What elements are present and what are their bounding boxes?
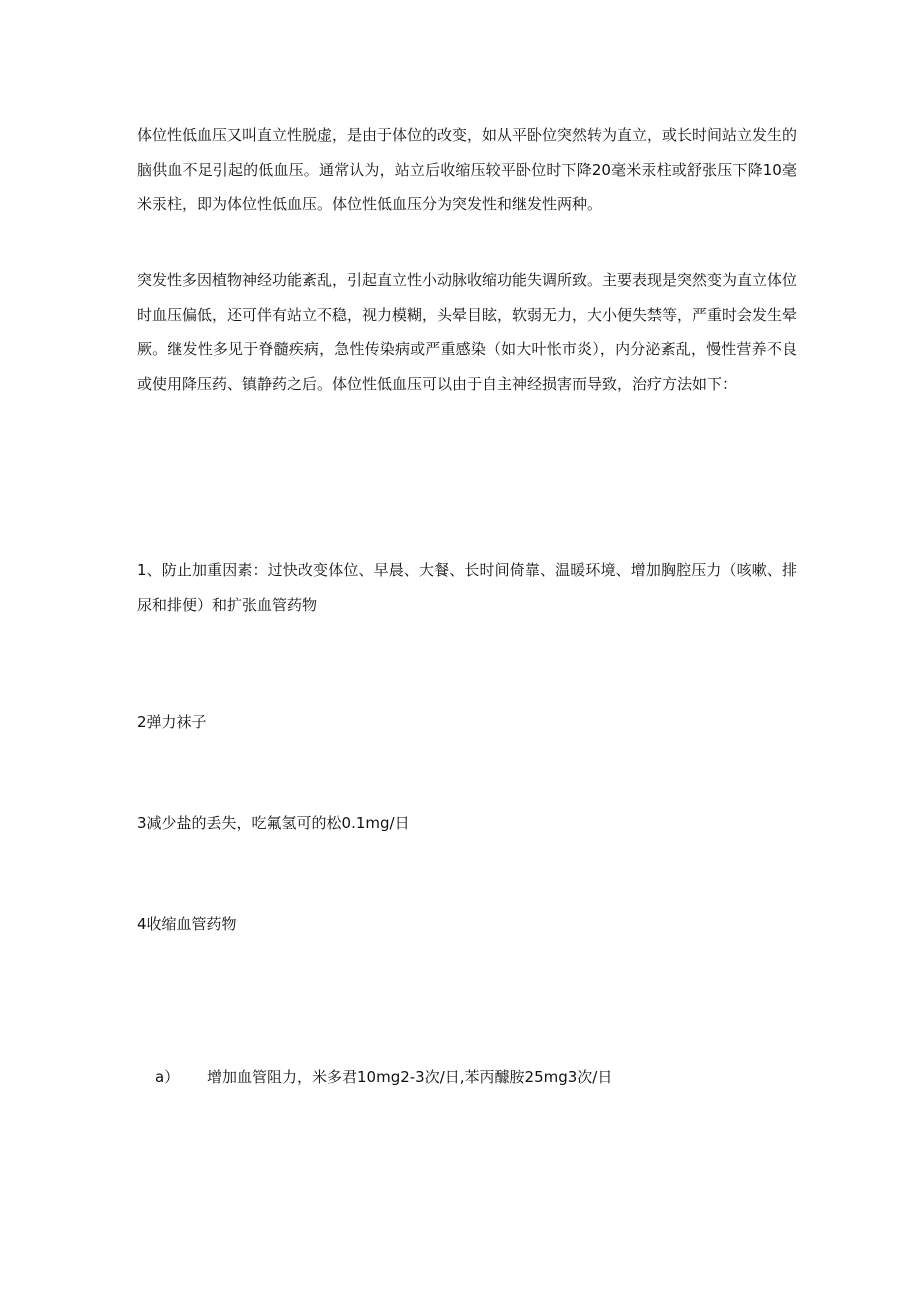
cause-paragraph: 突发性多因植物神经功能紊乱，引起直立性小动脉收缩功能失调所致。主要表现是突然变为直立体位时血压偏低，还可伴有站立不稳，视力模糊，头晕目眩，软弱无力，大小便失禁等，严重时会发生晕厥。继发性多见于脊髓疾病，急性传染病或严重感染（如大叶怅市炎），内分泌紊乱，慢性营养不良或使用降压药、镇静药之后。体位性低血压可以由于自主神经损害而导致，治疗方法如下： <box>137 271 798 393</box>
treatment-item-3: 3减少盐的丢失，吃氟氢可的松0.1mg/日 <box>137 814 410 832</box>
treatment-item-1: 1、防止加重因素：过快改变体位、早晨、大餐、长时间倚靠、温暖环境、增加胸腔压力（咳嗽、排尿和排便）和扩张血管药物 <box>137 561 797 614</box>
sub-item-marker: a） <box>155 1068 180 1086</box>
intro-paragraph: 体位性低血压又叫直立性脱虚，是由于体位的改变，如从平卧位突然转为直立，或长时间站立发生的脑供血不足引起的低血压。通常认为，站立后收缩压较平卧位时下降20毫米汞柱或舒张压下降10毫米汞柱，即为体位性低血压。体位性低血压分为突发性和继发性两种。 <box>137 126 798 213</box>
sub-item-text: 增加血管阻力，米多君10mg2-3次/日,苯丙醵胺25mg3次/日 <box>207 1068 613 1086</box>
treatment-item-4: 4收缩血管药物 <box>137 915 237 933</box>
sub-item-a <box>155 1060 612 1095</box>
treatment-item-2: 2弹力袜子 <box>137 713 207 731</box>
